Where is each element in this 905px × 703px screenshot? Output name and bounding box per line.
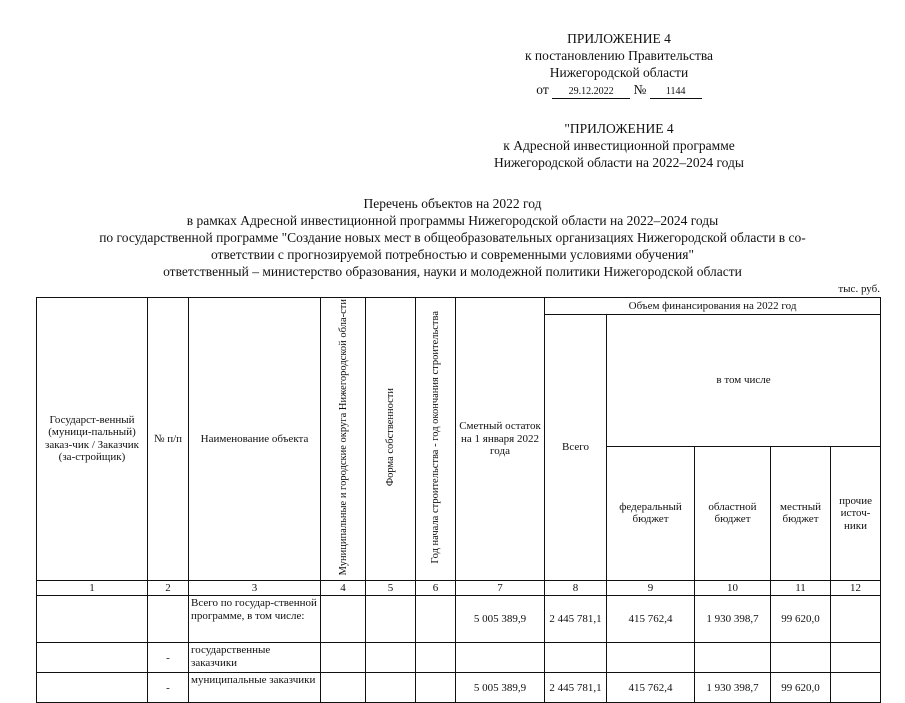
cell-num	[148, 596, 189, 643]
cell-regional	[695, 643, 771, 673]
cell-customer	[37, 643, 148, 673]
units-label: тыс. руб.	[838, 283, 880, 295]
decree-number: 1144	[650, 86, 702, 99]
cell-local: 99 620,0	[771, 673, 831, 703]
header-municipal-cell	[321, 298, 366, 581]
header-regional: областной бюджет	[695, 446, 771, 580]
cell-total	[545, 643, 607, 673]
title-line-3: по государственной программе "Создание новых мест в общеобразовательных организациях Нижегородской области в со-	[99, 230, 806, 245]
header-including: в том числе	[607, 315, 881, 447]
title-line-4: ответствии с прогнозируемой потребностью и современными условиями обучения"	[210, 247, 695, 262]
cell-municipal	[321, 643, 366, 673]
header-name: Наименование объекта	[189, 298, 321, 581]
col-num-5: 5	[366, 580, 416, 596]
cell-municipal	[321, 596, 366, 643]
header-federal: федеральный бюджет	[607, 446, 695, 580]
program-period-line: Нижегородской области на 2022–2024 годы	[494, 155, 744, 170]
header-ownership: Форма собственности	[385, 388, 396, 487]
cell-num: -	[148, 643, 189, 673]
cell-years	[416, 643, 456, 673]
header-municipal: Муниципальные и городские округа Нижегородской обла-сти	[337, 299, 349, 576]
header-estimate: Сметный остаток на 1 января 2022 года	[456, 298, 545, 581]
cell-regional: 1 930 398,7	[695, 673, 771, 703]
document-title	[20, 195, 885, 280]
title-line-1: Перечень объектов на 2022 год	[363, 196, 542, 211]
header-num: № п/п	[148, 298, 189, 581]
cell-years	[416, 673, 456, 703]
col-num-10: 10	[695, 580, 771, 596]
cell-estimate: 5 005 389,9	[456, 596, 545, 643]
cell-estimate	[456, 643, 545, 673]
cell-municipal	[321, 673, 366, 703]
title-line-5: ответственный – министерство образования, науки и молодежной политики Нижегородской области	[163, 264, 742, 279]
header-customer: Государст-венный (муници-пальный) заказ-чик / Заказчик (за-стройщик)	[37, 298, 148, 581]
cell-other	[831, 643, 881, 673]
header-total: Всего	[545, 315, 607, 581]
table-row	[37, 673, 881, 703]
cell-years	[416, 596, 456, 643]
cell-estimate: 5 005 389,9	[456, 673, 545, 703]
col-num-6: 6	[416, 580, 456, 596]
col-num-1: 1	[37, 580, 148, 596]
cell-ownership	[366, 596, 416, 643]
cell-name: государственные заказчики	[189, 643, 321, 673]
cell-federal: 415 762,4	[607, 673, 695, 703]
col-num-8: 8	[545, 580, 607, 596]
cell-customer	[37, 596, 148, 643]
col-num-12: 12	[831, 580, 881, 596]
col-num-9: 9	[607, 580, 695, 596]
cell-regional: 1 930 398,7	[695, 596, 771, 643]
cell-name: муниципальные заказчики	[189, 673, 321, 703]
cell-federal	[607, 643, 695, 673]
cell-local	[771, 643, 831, 673]
region-line: Нижегородской области	[549, 65, 689, 80]
col-num-11: 11	[771, 580, 831, 596]
program-line: к Адресной инвестиционной программе	[503, 138, 735, 153]
decree-line: к постановлению Правительства	[524, 48, 714, 63]
col-num-4: 4	[321, 580, 366, 596]
cell-num: -	[148, 673, 189, 703]
header-ownership-cell	[366, 298, 416, 581]
from-prefix: от	[536, 82, 549, 97]
cell-customer	[37, 673, 148, 703]
column-numbers-row	[37, 580, 881, 596]
header-other: прочие источ-ники	[831, 446, 881, 580]
header-years: Год начала строительства - год окончания строительства	[430, 310, 441, 564]
financing-table	[36, 297, 881, 703]
table-row	[37, 643, 881, 673]
cell-ownership	[366, 643, 416, 673]
cell-name: Всего по государ-ственной программе, в том числе:	[189, 596, 321, 643]
approval-header	[429, 30, 809, 99]
col-num-7: 7	[456, 580, 545, 596]
appendix-title: ПРИЛОЖЕНИЕ 4	[567, 31, 671, 46]
title-line-2: в рамках Адресной инвестиционной программы Нижегородской области на 2022–2024 годы	[186, 213, 719, 228]
cell-ownership	[366, 673, 416, 703]
program-header	[429, 120, 809, 171]
decree-date: 29.12.2022	[552, 86, 630, 99]
cell-total: 2 445 781,1	[545, 673, 607, 703]
number-sign: №	[633, 82, 647, 97]
cell-other	[831, 596, 881, 643]
col-num-3: 3	[189, 580, 321, 596]
cell-other	[831, 673, 881, 703]
header-years-cell	[416, 298, 456, 581]
table-row	[37, 596, 881, 643]
header-financing: Объем финансирования на 2022 год	[545, 298, 881, 315]
header-local: местный бюджет	[771, 446, 831, 580]
col-num-2: 2	[148, 580, 189, 596]
cell-total: 2 445 781,1	[545, 596, 607, 643]
date-number-line	[429, 81, 809, 99]
program-appendix-title: "ПРИЛОЖЕНИЕ 4	[564, 121, 674, 136]
cell-federal: 415 762,4	[607, 596, 695, 643]
cell-local: 99 620,0	[771, 596, 831, 643]
